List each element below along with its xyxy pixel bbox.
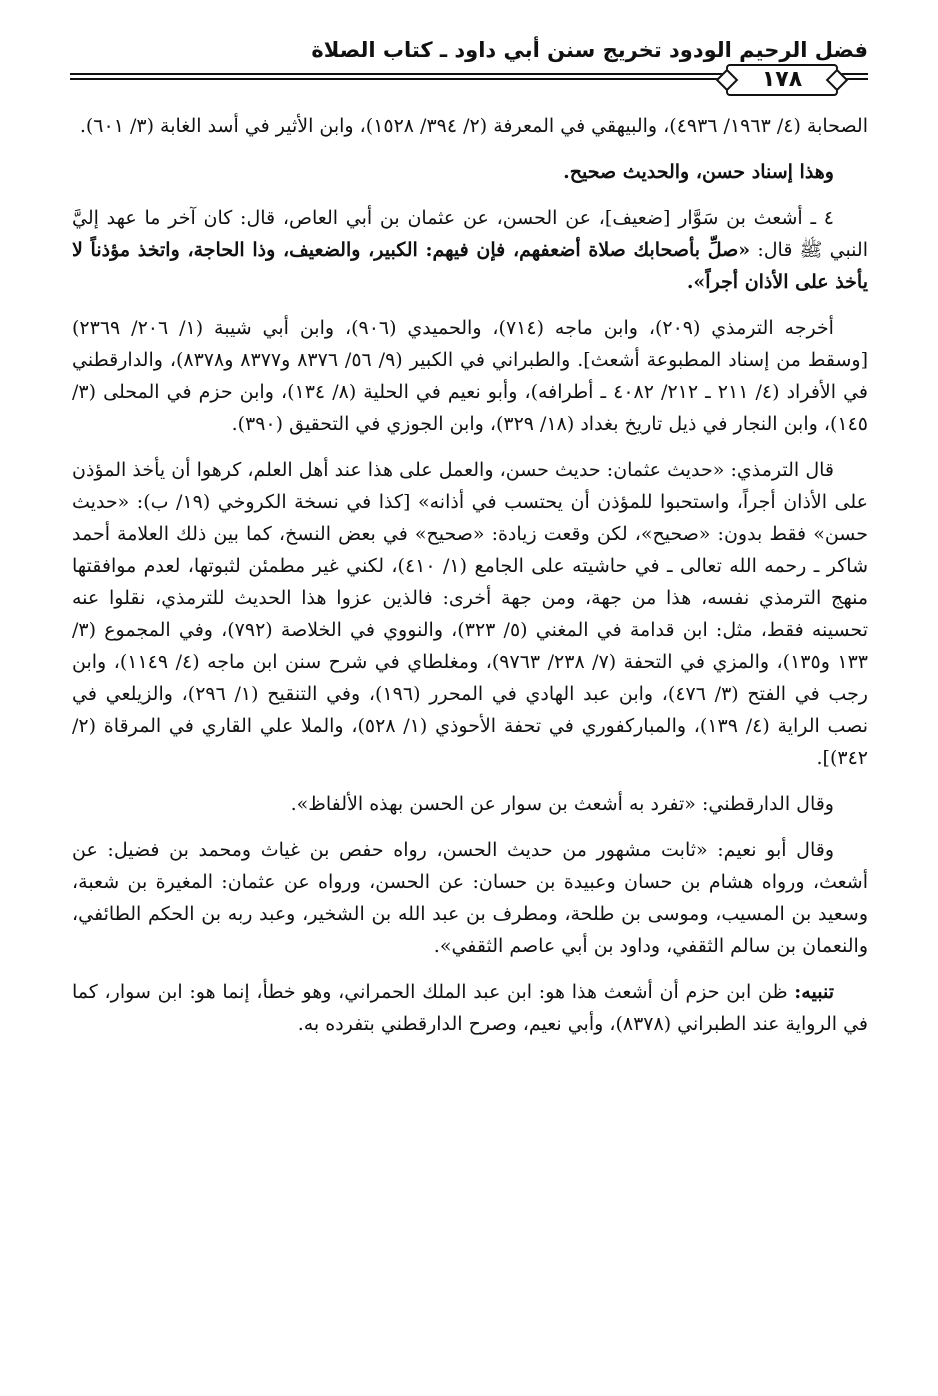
running-header-title: فضل الرحيم الودود تخريج سنن أبي داود ـ كتاب الصلاة (311, 38, 868, 62)
running-header (70, 30, 868, 100)
paragraph-takhrij: أخرجه الترمذي (٢٠٩)، وابن ماجه (٧١٤)، والحميدي (٩٠٦)، وابن أبي شيبة (١/ ٢٠٦/ ٢٣٦٩) [وسقط من إسناد المطبوعة أشعث]. والطبراني في الكبير (٩/ ٥٦/ ٨٣٧٦ و٨٣٧٧ و٨٣٧٨)، والدارقطني في الأفراد (٤/ ٢١١ ـ ٢١٢/ ٤٠٨٢ ـ أطرافه)، وأبو نعيم في الحلية (٨/ ١٣٤)، وابن حزم في المحلى (٣/ ١٤٥)، وابن النجار في ذيل تاريخ بغداد (١٨/ ٣٢٩)، وابن الجوزي في التحقيق (٣٩٠). (72, 317, 868, 435)
paragraph-abu-nuaym-comment: وقال أبو نعيم: «ثابت مشهور من حديث الحسن، رواه حفص بن غياث ومحمد بن فضيل: عن أشعث، ورواه هشام بن حسان وعبيدة بن حسان: عن الحسن، ورواه عن عثمان: المغيرة بن شعبة، وسعيد بن المسيب، وموسى بن طلحة، ومطرف بن عبد الله بن الشخير، وعبد ربه بن الحكم الطائفي، والنعمان بن سالم الثقفي، وداود بن أبي عاصم الثقفي». (72, 839, 868, 957)
paragraph-continuation: الصحابة (٤/ ١٩٦٣/ ٤٩٣٦)، والبيهقي في المعرفة (٢/ ٣٩٤/ ١٥٢٨)، وابن الأثير في أسد الغابة (٣/ ٦٠١). (79, 115, 868, 137)
paragraph-note (72, 976, 868, 1040)
page-body (72, 110, 868, 1356)
paragraph-daraqutni-comment: وقال الدارقطني: «تفرد به أشعث بن سوار عن الحسن بهذه الألفاظ». (290, 793, 834, 815)
page-number-badge: ١٧٨ (726, 64, 838, 96)
paragraph-hadith-4 (72, 202, 868, 298)
paragraph-tirmidhi-comment: قال الترمذي: «حديث عثمان: حديث حسن، والعمل على هذا عند أهل العلم، كرهوا أن يأخذ المؤذن على الأذان أجراً، واستحبوا للمؤذن أن يحتسب في أذانه» [كذا في نسخة الكروخي (١٩/ ب): «حديث حسن» فقط بدون: «صحيح»، لكن وقعت زيادة: «صحيح» في بعض النسخ، كما بين ذلك العلامة أحمد شاكر ـ رحمه الله تعالى ـ في حاشيته على الجامع (١/ ٤١٠)، لكني غير مطمئن لثبوتها، لعدم موافقتها منهج الترمذي نفسه، هذا من جهة، ومن جهة أخرى: فالذين عزوا هذا الحديث للترمذي، نقلوا عنه تحسينه فقط، مثل: ابن قدامة في المغني (٥/ ٣٢٣)، والنووي في الخلاصة (٧٩٢)، وفي المجموع (٣/ ١٣٣ و١٣٥)، والمزي في التحفة (٧/ ٢٣٨/ ٩٧٦٣)، ومغلطاي في شرح سنن ابن ماجه (٤/ ١١٤٩)، وابن رجب في الفتح (٣/ ٤٧٦)، وابن عبد الهادي في المحرر (١٩٦)، وفي التنقيح (١/ ٢٩٦)، والزيلعي في نصب الراية (٤/ ١٣٩)، والمباركفوري في تحفة الأحوذي (١/ ٥٢٨)، والملا علي القاري في المرقاة (٢/ ٣٤٢)]. (72, 459, 869, 769)
note-label: تنبيه: (794, 981, 834, 1003)
paragraph-verdict: وهذا إسناد حسن، والحديث صحيح. (563, 161, 834, 183)
hadith-text: «صلِّ بأصحابك صلاة أضعفهم، فإن فيهم: الكبير، والضعيف، وذا الحاجة، واتخذ مؤذناً لا يأخذ على الأذان أجراً». (72, 239, 868, 293)
note-text: ظن ابن حزم أن أشعث هذا هو: ابن عبد الملك الحمراني، وهو خطأ، إنما هو: ابن سوار، كما في الرواية عند الطبراني (٨٣٧٨)، وأبي نعيم، وصرح الدارقطني بتفرده به. (72, 981, 868, 1035)
hadith-chain: ٤ ـ أشعث بن سَوَّار [ضعيف]، عن الحسن، عن عثمان بن أبي العاص، قال: كان آخر ما عهد إليَّ النبي ﷺ قال: (72, 207, 868, 261)
